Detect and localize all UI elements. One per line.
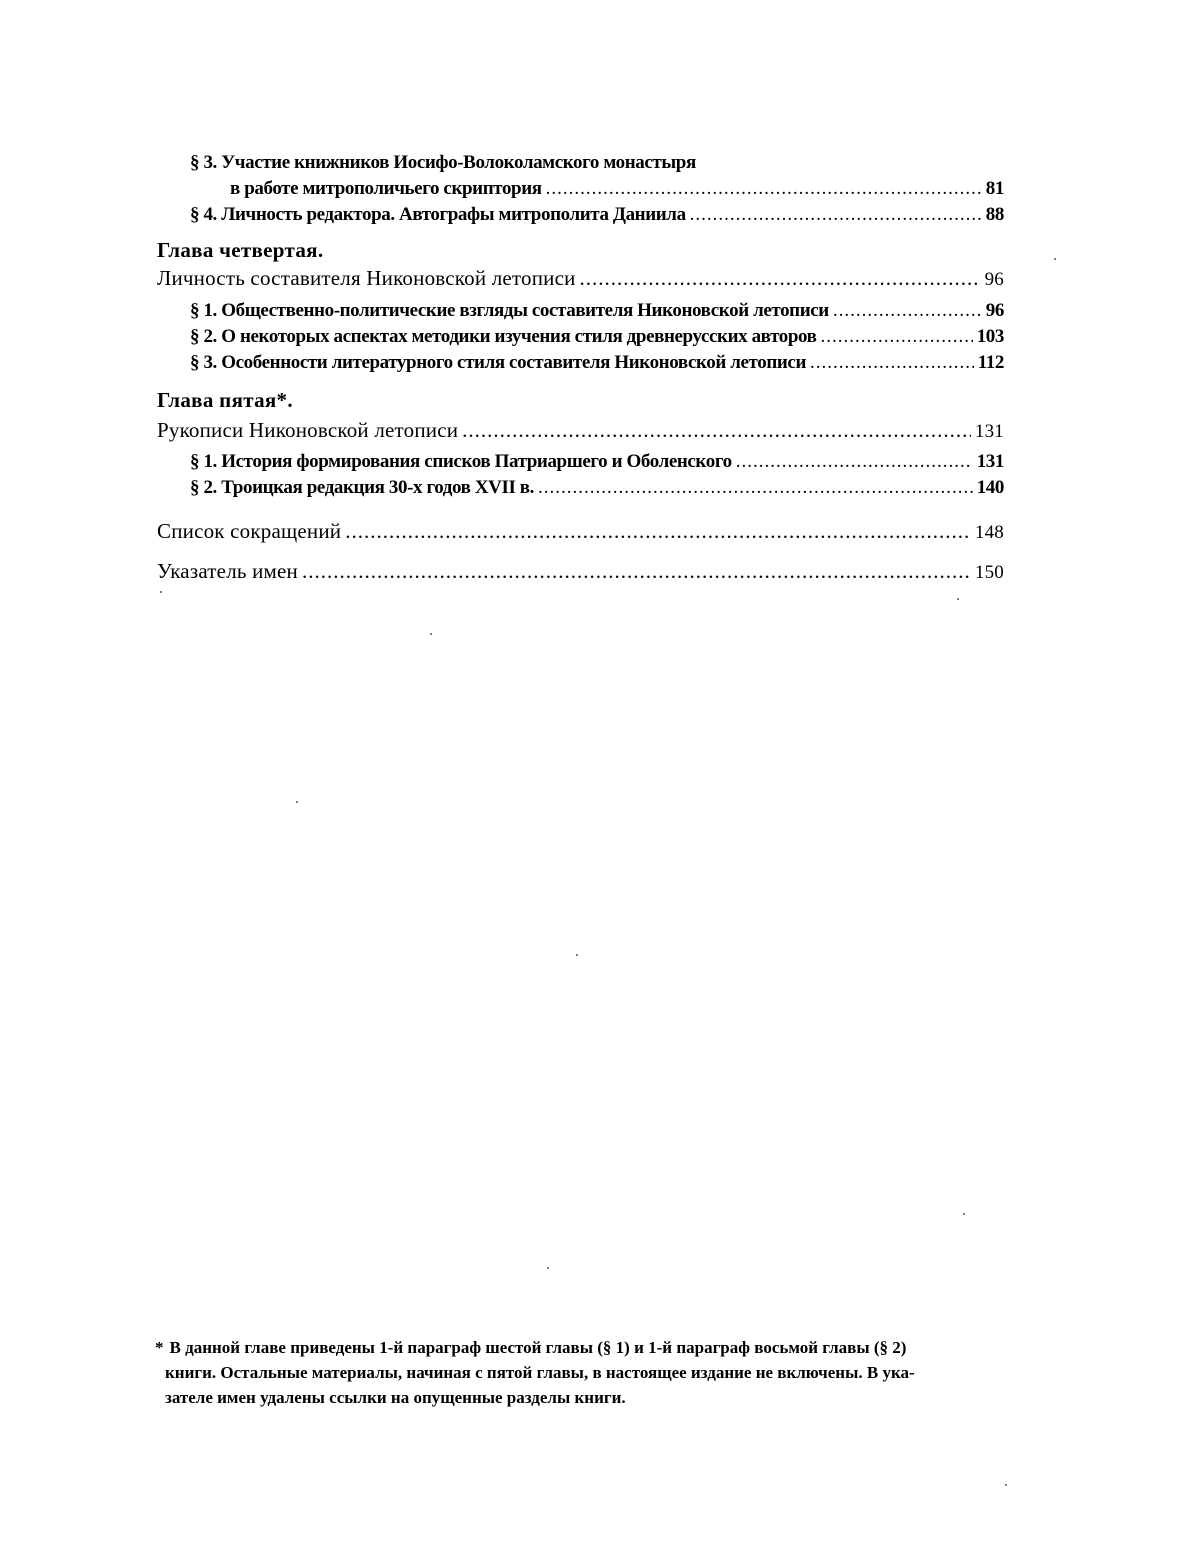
toc-entry-ch3-sec3-line1	[190, 152, 696, 174]
chapter-label-text: Глава четвертая.	[157, 238, 324, 262]
page-number: 88	[985, 204, 1004, 225]
dot-leader	[821, 326, 973, 348]
footnote-text: В данной главе приведены 1-й параграф шестой главы (§ 1) и 1-й параграф восьмой главы (§ 2)	[169, 1338, 907, 1357]
toc-entry-ch3-sec3-line2[interactable]	[230, 178, 1004, 200]
dot-leader	[302, 559, 971, 584]
scan-speck	[1054, 258, 1056, 260]
chapter-title: Рукописи Никоновской летописи	[157, 418, 459, 442]
scan-speck	[296, 801, 298, 803]
toc-entry-text: § 4. Личность редактора. Автографы митрополита Даниила	[190, 204, 686, 225]
chapter-label-text: Глава пятая*.	[157, 388, 293, 412]
toc-entry-ch4-sec2[interactable]	[190, 326, 1004, 348]
toc-entry-ch4-sec1[interactable]	[190, 300, 1004, 322]
page-number: 96	[985, 300, 1004, 321]
toc-entry-ch5-sec1[interactable]	[190, 451, 1004, 473]
toc-entry-text: в работе митрополичьего скриптория	[230, 178, 542, 199]
chapter-5-label	[157, 388, 293, 413]
scan-speck	[160, 591, 162, 593]
footnote-line-1	[155, 1335, 1035, 1360]
page-number: 131	[976, 451, 1004, 472]
dot-leader	[345, 519, 971, 544]
footnote-line-3: зателе имен удалены ссылки на опущенные разделы книги.	[165, 1388, 626, 1407]
toc-entry-ch4-sec3[interactable]	[190, 352, 1004, 374]
toc-entry-abbreviations[interactable]	[157, 519, 1004, 544]
page-number: 112	[977, 352, 1004, 373]
page-number: 150	[974, 562, 1004, 583]
page-number: 103	[976, 326, 1004, 347]
page-number: 148	[974, 522, 1004, 543]
dot-leader	[546, 178, 982, 200]
dot-leader	[690, 204, 982, 226]
dot-leader	[833, 300, 982, 322]
chapter-title: Список сокращений	[157, 519, 342, 543]
page-number: 131	[974, 421, 1004, 442]
footnote-line-2: книги. Остальные материалы, начиная с пятой главы, в настоящее издание не включены. В ука-	[165, 1363, 915, 1382]
toc-entry-text: § 3. Особенности литературного стиля составителя Никоновской летописи	[190, 352, 807, 373]
scan-speck	[1005, 1484, 1007, 1486]
toc-entry-text: § 1. История формирования списков Патриаршего и Оболенского	[190, 451, 732, 472]
chapter-title: Личность составителя Никоновской летописи	[157, 266, 576, 290]
dot-leader	[538, 477, 973, 499]
footnote	[155, 1335, 1035, 1410]
chapter-title: Указатель имен	[157, 559, 298, 583]
scan-speck	[576, 954, 578, 956]
toc-entry-ch3-sec4[interactable]	[190, 204, 1004, 226]
dot-leader	[736, 451, 973, 473]
scan-speck	[430, 633, 432, 635]
toc-entry-ch5-sec2[interactable]	[190, 477, 1004, 499]
toc-entry-chapter-4[interactable]	[157, 266, 1004, 291]
toc-entry-text: § 2. О некоторых аспектах методики изучения стиля древнерусских авторов	[190, 326, 817, 347]
toc-entry-text: § 2. Троицкая редакция 30-х годов XVII в.	[190, 477, 535, 498]
scan-speck	[957, 598, 959, 600]
page-number: 96	[984, 269, 1004, 290]
dot-leader	[462, 418, 971, 443]
toc-entry-text: § 1. Общественно-политические взгляды составителя Никоновской летописи	[190, 300, 829, 321]
toc-entry-chapter-5[interactable]	[157, 418, 1004, 443]
toc-entry-text: § 3. Участие книжников Иосифо-Волоколамского монастыря	[190, 152, 696, 173]
chapter-4-label	[157, 238, 323, 263]
scan-speck	[963, 1213, 965, 1215]
scan-speck	[547, 1267, 549, 1269]
page-number: 81	[985, 178, 1004, 199]
dot-leader	[580, 266, 981, 291]
dot-leader	[810, 352, 974, 374]
page-number: 140	[976, 477, 1004, 498]
footnote-marker: *	[155, 1338, 164, 1357]
toc-entry-name-index[interactable]	[157, 559, 1004, 584]
